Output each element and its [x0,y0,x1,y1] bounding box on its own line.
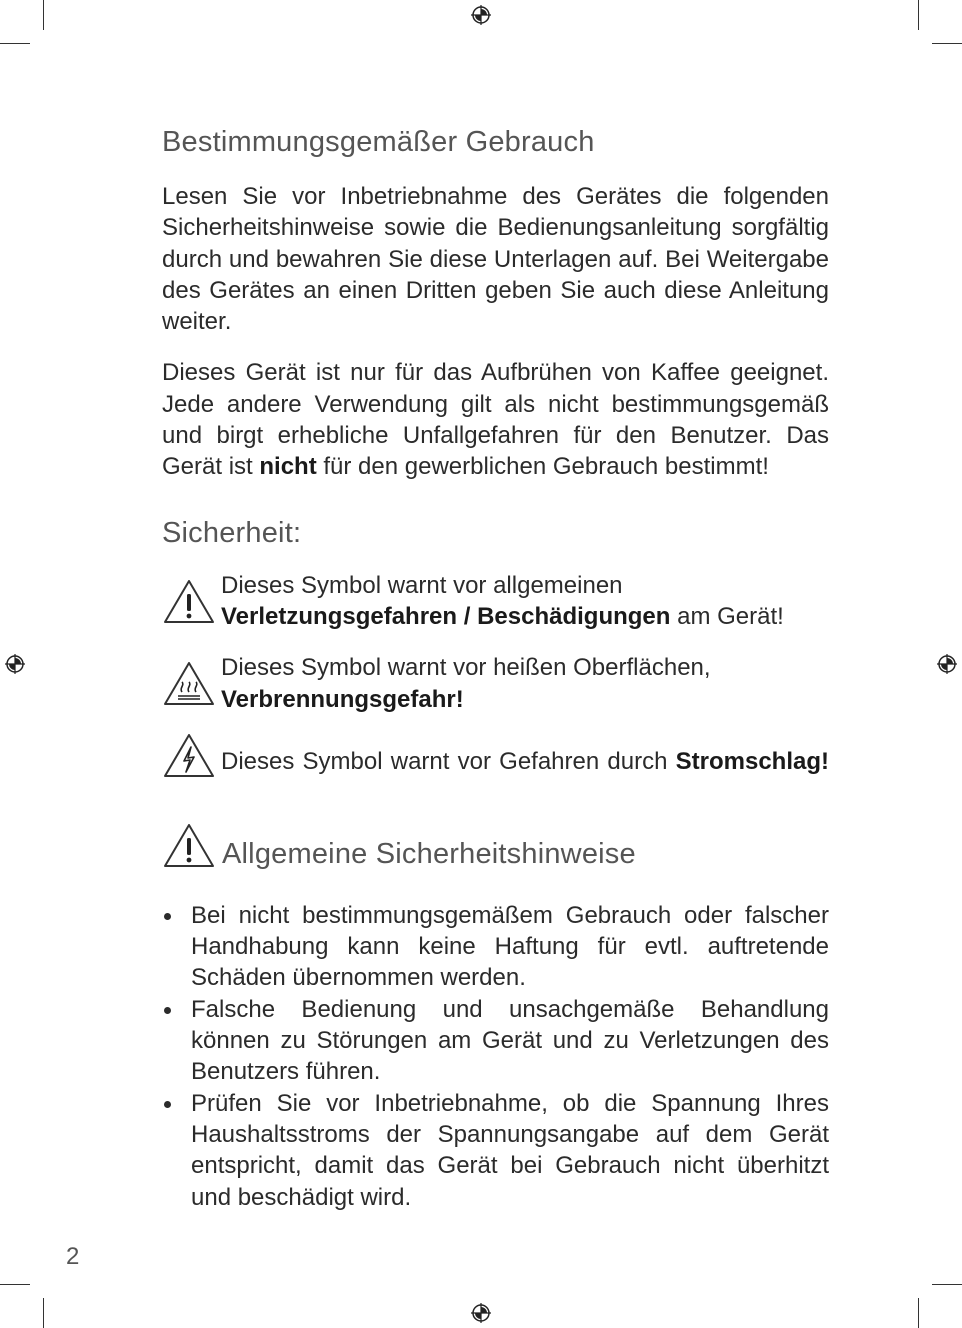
crop-mark [918,0,919,30]
warning-general-row: Dieses Symbol warnt vor allgemeinen Verletzungsgefahren / Beschädigungen am Gerät! [162,570,829,633]
warning-hot-surface-row: Dieses Symbol warnt vor heißen Oberflächen, Verbrennungsgefahr! [162,652,829,715]
crop-mark [43,0,44,30]
registration-mark-icon [4,653,26,675]
section-heading-general-safety: Allgemeine Sicherheitshinweise [222,837,636,870]
registration-mark-icon [470,1302,492,1324]
crop-mark [918,1298,919,1328]
page-content [162,122,829,1213]
general-safety-heading-row [162,822,829,878]
crop-mark [0,1284,30,1285]
list-item: Falsche Bedienung und unsachgemäße Behandlung können zu Störungen am Gerät und zu Verletzungen des Benutzers führen. [162,994,829,1088]
intro-paragraph: Lesen Sie vor Inbetriebnahme des Gerätes die folgenden Sicherheitshinweise sowie die Bedienungsanleitung sorgfältig durch und bewahren Sie diese Unterlagen auf. Bei Weitergabe des Gerätes an einen Dritten geben Sie auch diese Anleitung weiter. [162,183,829,336]
exclamation-warning-icon [162,822,216,870]
crop-mark [932,1284,962,1285]
safety-bullet-list [162,900,829,1213]
hot-surface-warning-icon [162,660,216,708]
registration-mark-icon [936,653,958,675]
exclamation-warning-icon [162,578,216,626]
list-item: Prüfen Sie vor Inbetriebnahme, ob die Spannung Ihres Haushaltsstroms der Spannungsangabe auf dem Gerät entspricht, damit das Gerät bei Gebrauch nicht überhitzt und beschädigt wird. [162,1088,829,1213]
registration-mark-icon [470,4,492,26]
section-heading-intended-use: Bestimmungsgemäßer Gebrauch [162,126,595,158]
intended-use-paragraph: Dieses Gerät ist nur für das Aufbrühen von Kaffee geeignet. Jede andere Verwendung gilt als nicht bestimmungsgemäß und birgt erhebliche Unfallgefahren für den Benutzer. Das Gerät ist nicht für den gewerblichen Gebrauch bestimmt! [162,359,829,481]
list-item: Bei nicht bestimmungsgemäßem Gebrauch oder falscher Handhabung kann keine Haftung für evtl. auftretende Schäden übernommen werden. [162,900,829,994]
page-number: 2 [66,1243,80,1270]
crop-mark [932,43,962,44]
section-heading-safety: Sicherheit: [162,516,302,549]
crop-mark [0,43,30,44]
electric-shock-warning-icon [162,732,216,780]
warning-electric-shock-row: Dieses Symbol warnt vor Gefahren durch Stromschlag! [162,736,829,798]
crop-mark [43,1298,44,1328]
